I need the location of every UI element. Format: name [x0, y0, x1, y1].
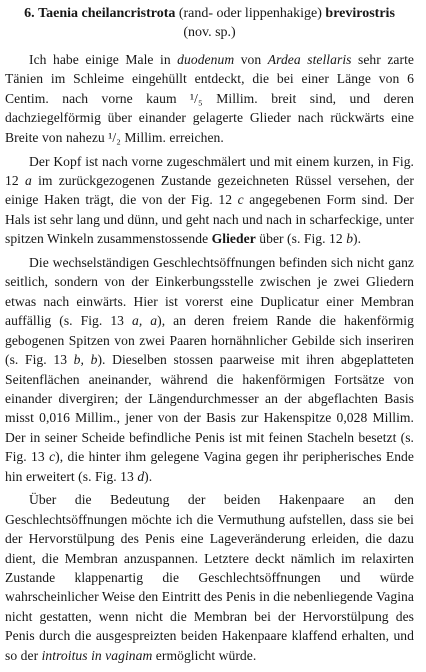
text-run: ). [144, 468, 153, 484]
species-epithet: brevirostris [325, 6, 395, 21]
paragraph [5, 253, 414, 486]
text-run: Ich habe einige Male in [29, 52, 178, 67]
text-run: sehr zarte Tänien im Schleime eingehüllt entdeckt, die bei einer Länge von 6 Centim. nach vorne kaum [5, 52, 414, 106]
italic-text: introitus in vaginam [41, 647, 153, 663]
text-run: Millim. breit sind, und deren dachziegelförmig über einander gelagerte Glieder nach rückwärts eine Breite von nahezu [5, 90, 414, 145]
species-descriptor: (rand- oder lippenhakige) [178, 6, 322, 21]
paragraph [5, 50, 414, 147]
italic-text: c [237, 192, 244, 208]
italic-text: Ardea stellaris [267, 52, 352, 67]
text-run: ), die hinter ihm gelegene Vagina gegen ihr peripherisches Ende hin erweitert (s. Fig. 13 [5, 449, 414, 484]
section-number: 6. [24, 6, 35, 21]
italic-text: d [137, 468, 145, 484]
text-run: Die wechselständigen Geschlechtsöffnungen befinden sich nicht ganz seitlich, sondern von der Einkerbungsstelle zwischen je zwei Gliedern etwas nach einwärts. Hier ist vorerst eine Duplicatur einer Membran auffällig (s. Fig. 13 [5, 255, 414, 329]
italic-text: a [24, 172, 32, 188]
text-run: über (s. Fig. 12 [255, 231, 347, 247]
section-heading [5, 4, 414, 42]
italic-text: c [49, 449, 56, 465]
paragraph [5, 490, 414, 665]
text-run: angegebenen Form sind. Der Hals ist sehr lang und dünn, und geht nach und nach in scharfeckige, unter spitzen Winkeln zusammenstossende [5, 192, 415, 247]
text-run: ermöglicht würde. [152, 647, 257, 663]
bold-text: Glieder [211, 231, 256, 247]
italic-text: b [346, 231, 354, 247]
text-run: ). [353, 231, 362, 247]
body-text [5, 50, 414, 665]
text-run: Über die Bedeutung der beiden Hakenpaare an den Geschlechtsöffnungen möchte ich die Vermuthung aufstellen, dass sie bei der Hervorstülpung des Penis eine Lageveränderung erleiden, die dazu dient, die Membran anzuspannen. Letztere deckt nämlich im relaxirten Zustande klappenartig die Geschlechtsöffnungen und würde wahrscheinlicher Weise den Eintritt des Penis in die nebenliegende Vagina nicht gestatten, wenn nicht die Membran bei der Hervorstülpung des Penis durch die ausgespreizten beiden Hakenpaare klaffend erhalten, und so der [5, 492, 414, 663]
species-name: Taenia cheilancristrota [38, 6, 176, 21]
paragraph [5, 152, 414, 249]
text-run: ), an deren freiem Rande die hakenförmig gebogenen Spitzen von zwei Paaren hornähnlicher Gebilde sich inseriren (s. Fig. 13 [5, 313, 414, 368]
species-status: (nov. sp.) [183, 25, 236, 40]
text-run: Millim. erreichen. [120, 129, 224, 145]
text-run: ). Dieselben stossen paarweise mit ihren abgeplatteten Seitenflächen aneinander, während die hakenförmigen Fortsätze von einander divergiren; der Längendurchmesser an der abgeflachten Basis misst 0,016 Millim., jener von der Basis zur Hakenspitze 0,028 Millim. Der in seiner Scheide befindliche Penis ist mit feinen Stacheln besetzt (s. Fig. 13 [5, 352, 414, 465]
text-run: Der Kopf ist nach vorne zugeschmälert und mit einem kurzen, in Fig. 12 [5, 153, 414, 188]
italic-text: duodenum [177, 52, 235, 67]
text-run: im zurückgezogenen Zustande gezeichneten Rüssel versehen, der einige Haken trägt, die von der Fig. 12 [5, 172, 414, 208]
text-run: ¹/₂ [108, 129, 121, 145]
italic-text: b, b [73, 352, 98, 368]
text-run: ¹/₅ [190, 90, 203, 106]
italic-text: a, a [132, 313, 158, 329]
text-run: von [234, 52, 268, 67]
